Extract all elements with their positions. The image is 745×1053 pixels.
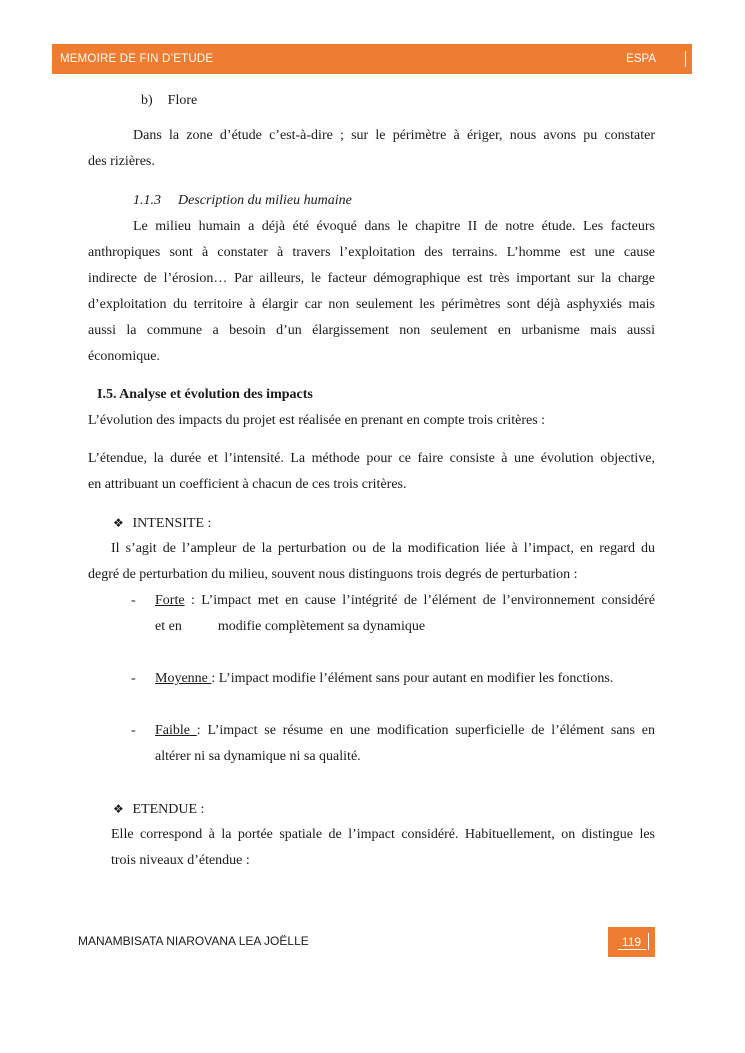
faible-text: : L’impact se résume en une modification superficielle de l’élément sans en bbox=[196, 723, 655, 738]
flore-paragraph-line: des rizières. bbox=[88, 154, 155, 169]
intensite-paragraph-line: Il s’agit de l’ampleur de la perturbation ou de la modification liée à l’impact, en regard du bbox=[111, 541, 655, 556]
moyenne-term: Moyenne bbox=[155, 671, 212, 686]
header-divider bbox=[685, 51, 686, 67]
humain-paragraph-line: économique. bbox=[88, 349, 160, 364]
faible-item bbox=[155, 722, 655, 740]
etendue-heading bbox=[113, 800, 204, 819]
forte-continuation: et en modifie complètement sa dynamique bbox=[155, 619, 426, 634]
diamond-bullet-icon: ❖ bbox=[113, 516, 124, 530]
forte-term: Forte bbox=[155, 593, 185, 608]
etendue-title: ETENDUE : bbox=[132, 802, 205, 817]
humain-paragraph-line: d’exploitation du territoire à élargir car non seulement les périmètres sont déjà asphyxiés mais bbox=[88, 297, 655, 312]
forte-text: : L’impact met en cause l’intégrité de l’élément de l’environnement considéré bbox=[184, 593, 655, 608]
faible-term: Faible bbox=[155, 723, 197, 738]
humain-paragraph-line: Le milieu humain a déjà été évoqué dans le chapitre II de notre étude. Les facteurs bbox=[133, 219, 655, 234]
moyenne-text: : L’impact modifie l’élément sans pour autant en modifier les fonctions. bbox=[211, 671, 614, 686]
page-number-divider bbox=[648, 933, 649, 950]
i5-paragraph-line: en attribuant un coefficient à chacun de ces trois critères. bbox=[88, 477, 407, 492]
section-title: Description du milieu humaine bbox=[178, 193, 352, 208]
faible-continuation: altérer ni sa dynamique ni sa qualité. bbox=[155, 749, 361, 764]
page-number-box bbox=[608, 927, 655, 957]
section-1-1-3-heading bbox=[133, 192, 352, 210]
intensite-heading bbox=[113, 514, 211, 533]
humain-paragraph-line: anthropiques sont à constater à travers l’exploitation des terrains. L’homme est une cause bbox=[88, 245, 655, 260]
forte-item bbox=[155, 592, 655, 610]
list-dash: - bbox=[131, 671, 136, 686]
intensite-title: INTENSITE : bbox=[132, 516, 212, 531]
i5-intro: L’évolution des impacts du projet est réalisée en prenant en compte trois critères : bbox=[88, 413, 546, 428]
etendue-paragraph-line: trois niveaux d’étendue : bbox=[111, 853, 250, 868]
flore-title: Flore bbox=[167, 93, 198, 108]
intensite-paragraph-line: degré de perturbation du milieu, souvent nous distinguons trois degrés de perturbation : bbox=[88, 567, 578, 582]
diamond-bullet-icon: ❖ bbox=[113, 802, 124, 816]
flore-label: b) bbox=[141, 93, 153, 108]
flore-heading bbox=[141, 92, 197, 110]
moyenne-item bbox=[155, 670, 613, 688]
etendue-paragraph-line: Elle correspond à la portée spatiale de l’impact considéré. Habituellement, on distingue les bbox=[111, 827, 655, 842]
section-number: 1.1.3 bbox=[133, 193, 161, 208]
list-dash: - bbox=[131, 593, 136, 608]
page-number-underline bbox=[618, 949, 646, 950]
page-number: 119 bbox=[621, 935, 642, 949]
list-dash: - bbox=[131, 723, 136, 738]
page-header bbox=[52, 44, 692, 74]
header-school: ESPA bbox=[626, 53, 656, 65]
humain-paragraph-line: aussi la commune a besoin d’un élargissement non seulement en urbanisme mais aussi bbox=[88, 323, 655, 338]
footer-author: MANAMBISATA NIAROVANA LEA JOËLLE bbox=[78, 934, 309, 948]
flore-paragraph-line: Dans la zone d’étude c’est-à-dire ; sur le périmètre à ériger, nous avons pu constater bbox=[133, 128, 655, 143]
i5-paragraph-line: L’étendue, la durée et l’intensité. La méthode pour ce faire consiste à une évolution objective, bbox=[88, 451, 655, 466]
header-title: MEMOIRE DE FIN D’ETUDE bbox=[60, 53, 214, 65]
section-i5-heading: I.5. Analyse et évolution des impacts bbox=[97, 387, 313, 402]
humain-paragraph-line: indirecte de l’érosion… Par ailleurs, le facteur démographique est très important sur la charge bbox=[88, 271, 655, 286]
